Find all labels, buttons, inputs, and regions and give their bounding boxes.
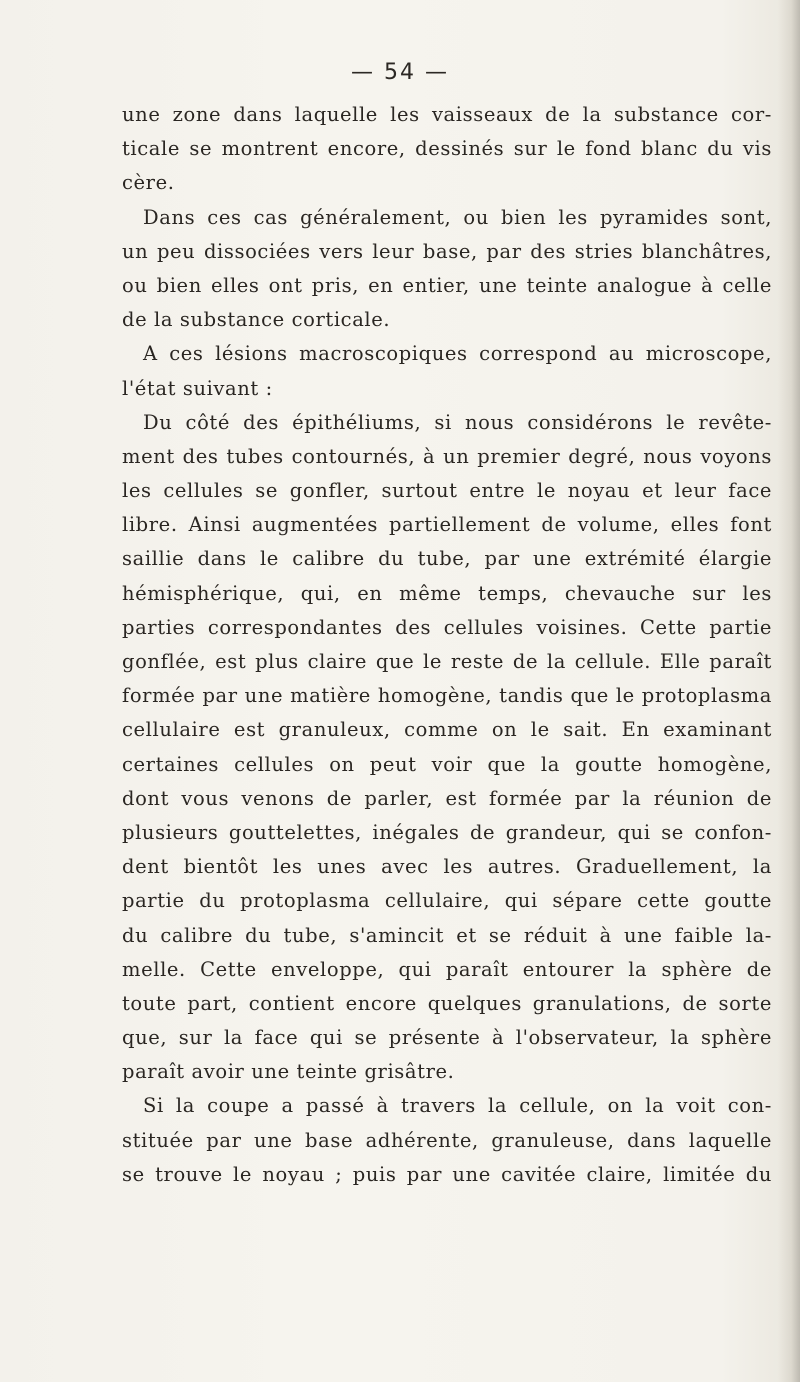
text-line: partie du protoplasma cellulaire, qui sépare cette goutte — [122, 889, 772, 913]
text-line: Du côté des épithéliums, si nous considérons le revête- — [143, 410, 772, 434]
text-line: que, sur la face qui se présente à l'observateur, la sphère — [122, 1026, 772, 1050]
text-line: dont vous venons de parler, est formée par la réunion de — [122, 786, 772, 810]
text-line: un peu dissociées vers leur base, par des stries blanchâtres, — [122, 239, 772, 263]
text-line: ticale se montrent encore, dessinés sur le fond blanc du vis — [122, 137, 772, 161]
text-line: stituée par une base adhérente, granuleuse, dans laquelle — [122, 1128, 772, 1152]
page-edge-shadow — [778, 0, 800, 1382]
text-line: l'état suivant : — [122, 376, 273, 400]
text-line: du calibre du tube, s'amincit et se réduit à une faible la- — [122, 923, 772, 947]
text-line: cellulaire est granuleux, comme on le sait. En examinant — [122, 718, 772, 742]
text-line: de la substance corticale. — [122, 308, 391, 332]
text-line: se trouve le noyau ; puis par une cavitée claire, limitée du — [122, 1162, 772, 1186]
text-line: toute part, contient encore quelques granulations, de sorte — [122, 991, 772, 1015]
text-line: les cellules se gonfler, surtout entre le noyau et leur face — [122, 479, 772, 503]
text-line: paraît avoir une teinte grisâtre. — [122, 1060, 455, 1084]
text-line: une zone dans laquelle les vaisseaux de la substance cor- — [122, 103, 772, 126]
text-line: Si la coupe a passé à travers la cellule, on la voit con- — [143, 1094, 772, 1118]
text-line: plusieurs gouttelettes, inégales de grandeur, qui se confon- — [122, 820, 772, 844]
text-line: melle. Cette enveloppe, qui paraît entourer la sphère de — [122, 957, 772, 981]
text-line: A ces lésions macroscopiques correspond au microscope, — [143, 342, 772, 366]
text-line: cère. — [122, 171, 175, 195]
text-line: libre. Ainsi augmentées partiellement de volume, elles font — [122, 513, 772, 537]
text-line: certaines cellules on peut voir que la goutte homogène, — [122, 752, 772, 776]
text-line: hémisphérique, qui, en même temps, chevauche sur les — [122, 581, 772, 605]
text-line: Dans ces cas généralement, ou bien les pyramides sont, — [143, 205, 772, 229]
text-line: parties correspondantes des cellules voisines. Cette partie — [122, 615, 772, 639]
text-line: saillie dans le calibre du tube, par une extrémité élargie — [122, 547, 772, 571]
text-line: gonflée, est plus claire que le reste de la cellule. Elle paraît — [122, 650, 772, 673]
text-line: dent bientôt les unes avec les autres. Graduellement, la — [122, 855, 772, 879]
text-line: ment des tubes contournés, à un premier degré, nous voyons — [122, 444, 772, 468]
body-text — [122, 98, 772, 1192]
text-line: formée par une matière homogène, tandis que le protoplasma — [122, 684, 772, 708]
page-number: — 54 — — [351, 60, 449, 85]
text-line: ou bien elles ont pris, en entier, une teinte analogue à celle — [122, 273, 772, 297]
